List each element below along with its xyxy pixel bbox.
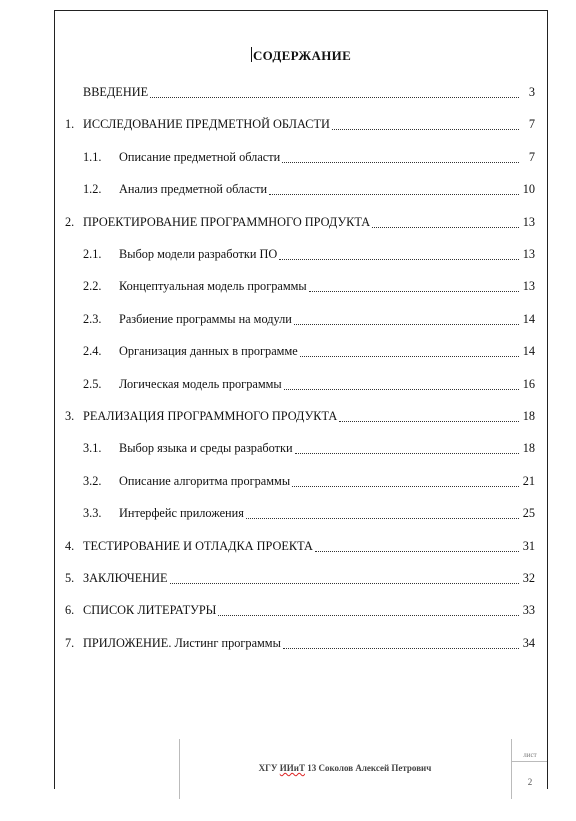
toc-entry-label: Интерфейс приложения	[119, 506, 244, 520]
toc-entry-number: 6.	[65, 603, 75, 617]
toc-dot-leader	[246, 518, 519, 519]
toc-entry-page: 21	[522, 474, 535, 488]
toc-entry-number: 7.	[65, 636, 75, 650]
toc-entry-label: Концептуальная модель программы	[119, 279, 307, 293]
toc-entry-page: 3	[528, 85, 535, 99]
toc-dot-leader	[283, 648, 519, 649]
toc-dot-leader	[150, 97, 519, 98]
toc-entry	[65, 474, 535, 494]
toc-entry	[65, 377, 535, 397]
toc-entry-number: 3.	[65, 409, 75, 423]
toc-dot-leader	[295, 453, 519, 454]
toc-entry-label: Описание алгоритма программы	[119, 474, 291, 488]
toc-entry-page: 10	[522, 182, 535, 196]
toc-entry-label: Выбор модели разработки ПО	[119, 247, 278, 261]
toc-entry-label: Разбиение программы на модули	[119, 312, 292, 326]
toc-entry-label: РЕАЛИЗАЦИЯ ПРОГРАММНОГО ПРОДУКТА	[83, 409, 338, 423]
toc-entry	[65, 441, 535, 461]
toc-entry-number: 2.	[65, 215, 75, 229]
toc-entry	[65, 85, 535, 105]
toc-dot-leader	[294, 324, 519, 325]
sheet-number: 2	[527, 777, 533, 787]
title-block-stamp	[179, 739, 547, 799]
toc-entry	[65, 636, 535, 656]
toc-entry-number: 1.2.	[83, 182, 102, 196]
toc-entry-number: 4.	[65, 539, 75, 553]
toc-entry-page: 16	[522, 377, 535, 391]
toc-entry-number: 3.3.	[83, 506, 102, 520]
toc-entry-number: 5.	[65, 571, 75, 585]
toc-entry-number: 3.2.	[83, 474, 102, 488]
toc-dot-leader	[284, 389, 519, 390]
toc-entry-page: 31	[522, 539, 535, 553]
toc-entry	[65, 215, 535, 235]
toc-dot-leader	[279, 259, 519, 260]
toc-entry-label: ПРИЛОЖЕНИЕ. Листинг программы	[83, 636, 281, 650]
toc-entry	[65, 247, 535, 267]
toc-entry	[65, 312, 535, 332]
toc-entry	[65, 150, 535, 170]
toc-dot-leader	[269, 194, 519, 195]
toc-dot-leader	[339, 421, 519, 422]
toc-entry-number: 1.1.	[83, 150, 102, 164]
toc-entry	[65, 603, 535, 623]
toc-dot-leader	[282, 162, 519, 163]
toc-entry-page: 7	[528, 150, 535, 164]
toc-entry	[65, 182, 535, 202]
toc-entry-label: СПИСОК ЛИТЕРАТУРЫ	[83, 603, 217, 617]
toc-entry-label: ТЕСТИРОВАНИЕ И ОТЛАДКА ПРОЕКТА	[83, 539, 313, 553]
toc-entry-number: 2.1.	[83, 247, 102, 261]
toc-entry-page: 25	[522, 506, 535, 520]
toc-dot-leader	[300, 356, 519, 357]
toc-dot-leader	[170, 583, 519, 584]
toc-entry-number: 2.4.	[83, 344, 102, 358]
toc-entry-number: 1.	[65, 117, 75, 131]
toc-entry	[65, 506, 535, 526]
toc-entry-page: 13	[522, 279, 535, 293]
stamp-caption: ХГУ ИИиТ 13 Соколов Алексей Петрович	[258, 763, 432, 773]
toc-entry-page: 13	[522, 247, 535, 261]
toc-entry-number: 2.5.	[83, 377, 102, 391]
document-page	[54, 10, 548, 789]
toc-entry-page: 14	[522, 344, 535, 358]
text-cursor	[251, 47, 252, 62]
toc-entry-page: 14	[522, 312, 535, 326]
toc-dot-leader	[315, 551, 519, 552]
toc-entry-page: 33	[522, 603, 535, 617]
toc-entry-label: Организация данных в программе	[119, 344, 298, 358]
toc-entry-label: ПРОЕКТИРОВАНИЕ ПРОГРАММНОГО ПРОДУКТА	[83, 215, 371, 229]
toc-entry	[65, 117, 535, 137]
toc-entry-label: Анализ предметной области	[119, 182, 268, 196]
toc-dot-leader	[218, 615, 519, 616]
toc-entry-page: 32	[522, 571, 535, 585]
toc-entry	[65, 409, 535, 429]
toc-entry-page: 13	[522, 215, 535, 229]
toc-entry-label: Выбор языка и среды разработки	[119, 441, 293, 455]
toc-dot-leader	[332, 129, 519, 130]
spellcheck-underlined-word: ИИиТ	[279, 763, 305, 773]
toc-entry	[65, 539, 535, 559]
toc-dot-leader	[292, 486, 519, 487]
toc-dot-leader	[372, 227, 519, 228]
toc-entry-label: ВВЕДЕНИЕ	[83, 85, 149, 99]
toc-entry	[65, 344, 535, 364]
toc-entry-page: 18	[522, 409, 535, 423]
toc-entry-label: ИССЛЕДОВАНИЕ ПРЕДМЕТНОЙ ОБЛАСТИ	[83, 117, 330, 131]
toc-entry-page: 7	[528, 117, 535, 131]
toc-entry-number: 2.2.	[83, 279, 102, 293]
page-title	[55, 47, 547, 64]
toc-entry	[65, 279, 535, 299]
toc-entry-number: 2.3.	[83, 312, 102, 326]
toc-entry-page: 34	[522, 636, 535, 650]
stamp-divider	[511, 761, 547, 762]
sheet-label: лист	[523, 751, 537, 759]
toc-entry-number: 3.1.	[83, 441, 102, 455]
title-text: СОДЕРЖАНИЕ	[252, 48, 352, 63]
toc-dot-leader	[309, 291, 519, 292]
toc-entry-label: Логическая модель программы	[119, 377, 282, 391]
toc-entry-label: Описание предметной области	[119, 150, 281, 164]
toc-entry-page: 18	[522, 441, 535, 455]
toc-entry	[65, 571, 535, 591]
toc-entry-label: ЗАКЛЮЧЕНИЕ	[83, 571, 168, 585]
stamp-divider	[511, 739, 512, 799]
